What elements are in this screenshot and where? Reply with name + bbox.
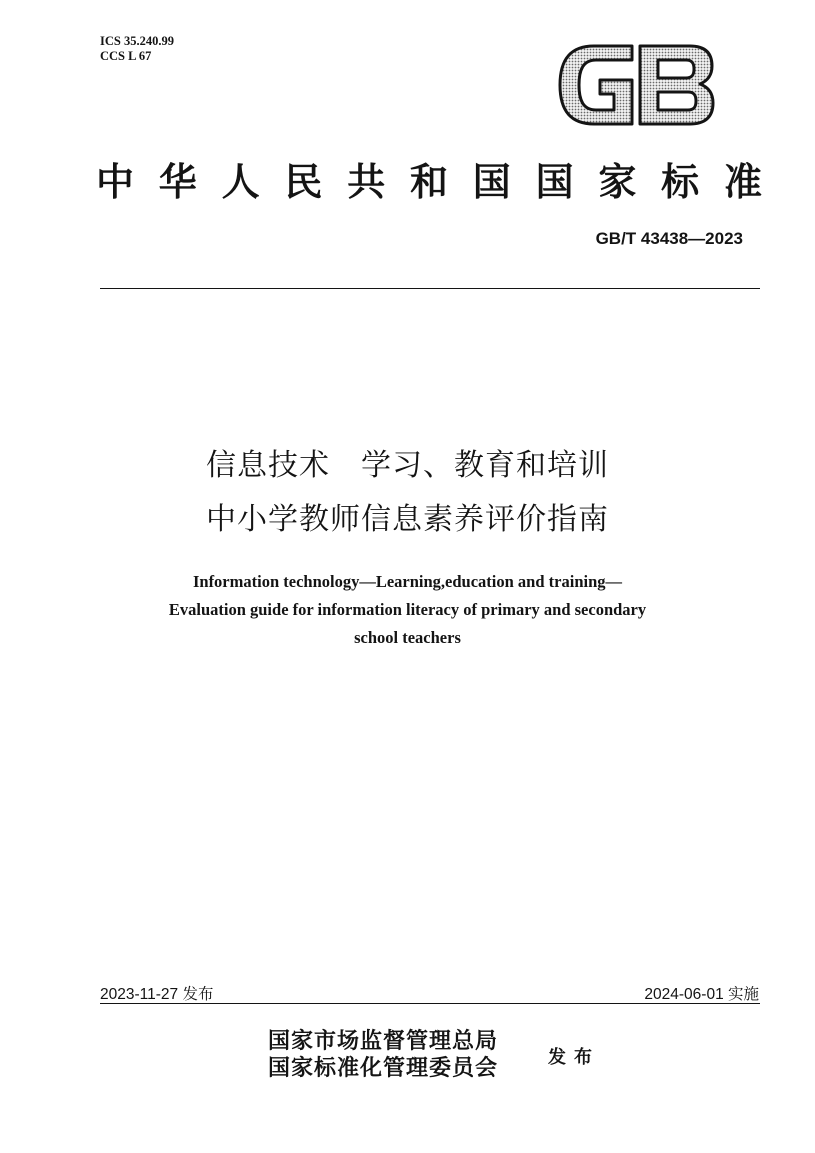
title-char: 和: [409, 158, 448, 204]
english-title-line-3: school teachers: [354, 628, 461, 647]
title-char: 中: [96, 158, 135, 204]
ccs-code: CCS L 67: [100, 49, 152, 63]
chinese-title-line-1: 信息技术 学习、教育和培训: [206, 448, 609, 483]
standard-type-title: [96, 148, 762, 208]
title-char: 华: [158, 158, 197, 204]
english-title-line-2: Evaluation guide for information literacy of primary and secondary: [168, 600, 647, 619]
issue-date: 2023-11-27 发布: [100, 986, 214, 1003]
standard-number: GB/T 43438—2023: [595, 229, 743, 248]
gb-emblem-icon: [556, 42, 716, 128]
title-char: 人: [221, 158, 260, 204]
title-char: 国: [535, 158, 574, 204]
top-divider: [100, 288, 760, 289]
title-char: 标: [661, 158, 700, 204]
english-title: [100, 568, 715, 652]
title-char: 共: [347, 158, 386, 204]
ics-code: ICS 35.240.99: [100, 34, 174, 48]
chinese-title-line-2: 中小学教师信息素养评价指南: [206, 502, 609, 537]
title-char: 民: [284, 158, 323, 204]
bottom-divider: [100, 1003, 760, 1004]
implementation-date: 2024-06-01 实施: [644, 986, 759, 1003]
title-char: 国: [472, 158, 511, 204]
classification-codes: [100, 34, 174, 64]
title-char: 准: [723, 158, 762, 204]
issuer-sac: 国家标准化管理委员会: [268, 1055, 499, 1081]
publish-label: 发布: [548, 1047, 600, 1068]
title-char: 家: [598, 158, 637, 204]
english-title-line-1: Information technology—Learning,education and training—: [192, 572, 623, 591]
issuer-samr: 国家市场监督管理总局: [268, 1028, 499, 1054]
